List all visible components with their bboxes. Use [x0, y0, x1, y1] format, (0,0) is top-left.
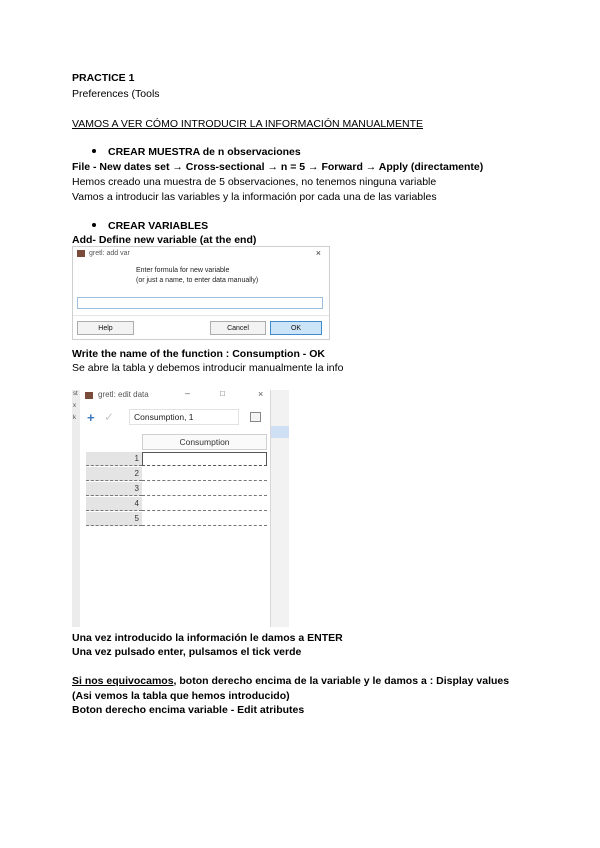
cancel-button[interactable]: Cancel	[210, 321, 266, 335]
edit-attributes-line: Boton derecho encima variable - Edit atributes	[72, 704, 305, 716]
edit-data-title: gretl: edit data	[98, 390, 149, 399]
prompt-line-2: (or just a name, to enter data manually)	[136, 277, 259, 284]
edit-data-window	[72, 390, 289, 627]
dialog-title: gretl: add var	[89, 250, 130, 257]
bullet-crear-muestra	[92, 146, 301, 159]
preferences-line: Preferences (Tools	[72, 88, 160, 100]
row-number: 2	[86, 467, 142, 481]
apply-tick-icon[interactable]: ✓	[104, 410, 115, 424]
data-cell[interactable]	[142, 512, 267, 526]
edit-data-titlebar	[80, 390, 270, 402]
sample-created-line: Hemos creado una muestra de 5 observaciones, no tenemos ninguna variable	[72, 176, 437, 188]
cell-reference-field: Consumption, 1	[129, 409, 239, 425]
practice-heading: PRACTICE 1	[72, 72, 135, 84]
bullet-dot	[92, 149, 96, 153]
section-title: VAMOS A VER CÓMO INTRODUCIR LA INFORMACIÓN MANUALMENTE	[72, 118, 424, 130]
data-cell[interactable]	[142, 497, 267, 511]
data-cell[interactable]	[142, 467, 267, 481]
row-number: 3	[86, 482, 142, 496]
background-window-strip	[72, 390, 80, 627]
formula-input[interactable]	[77, 297, 323, 309]
help-button[interactable]: Help	[77, 321, 134, 335]
close-icon[interactable]: ×	[315, 248, 321, 258]
row-number: 1	[86, 452, 142, 466]
row-number: 4	[86, 497, 142, 511]
strip-char: x	[73, 403, 76, 409]
strip-char: k	[73, 415, 76, 421]
dialog-divider	[73, 315, 329, 316]
prompt-line-1: Enter formula for new variable	[136, 267, 230, 274]
ok-button[interactable]: OK	[270, 321, 322, 335]
opens-table-line: Se abre la tabla y debemos introducir manualmente la info	[72, 362, 344, 374]
mistake-underlined: Si nos equivocamos,	[72, 675, 177, 687]
column-header-consumption[interactable]: Consumption	[142, 434, 267, 450]
define-var-path: Add- Define new variable (at the end)	[72, 234, 257, 246]
selected-row-highlight	[271, 426, 289, 438]
data-cell[interactable]	[142, 452, 267, 466]
bullet-crear-variables	[92, 220, 208, 233]
row-number: 5	[86, 512, 142, 526]
mistake-rest: boton derecho encima de la variable y le damos a : Display values (Asi vemos la tabla que hemos introducido)	[72, 675, 510, 702]
gretl-app-icon	[77, 250, 85, 257]
maximize-icon[interactable]: □	[220, 390, 225, 398]
tick-line: Una vez pulsado enter, pulsamos el tick verde	[72, 646, 302, 658]
bullet-dot	[92, 223, 96, 227]
enter-line: Una vez introducido la información le damos a ENTER	[72, 632, 343, 644]
add-observation-icon[interactable]: +	[87, 410, 95, 425]
close-icon[interactable]: ×	[258, 390, 264, 399]
introduce-vars-line: Vamos a introducir las variables y la información por cada una de las variables	[72, 191, 437, 203]
bullet-label: CREAR VARIABLES	[108, 220, 209, 232]
data-cell[interactable]	[142, 482, 267, 496]
print-icon[interactable]	[250, 412, 261, 422]
gretl-app-icon	[85, 392, 93, 399]
mistake-paragraph	[72, 674, 527, 704]
add-var-dialog	[72, 246, 330, 340]
strip-char: st	[73, 391, 78, 397]
write-name-line: Write the name of the function : Consumption - OK	[72, 348, 325, 360]
minimize-icon[interactable]: –	[185, 390, 191, 398]
new-dataset-path: File - New dates set → Cross-sectional → n = 5 → Forward → Apply (directamente)	[72, 161, 484, 173]
background-window-right	[270, 390, 289, 627]
dialog-titlebar	[77, 249, 130, 259]
bullet-label: CREAR MUESTRA de n observaciones	[108, 146, 301, 158]
